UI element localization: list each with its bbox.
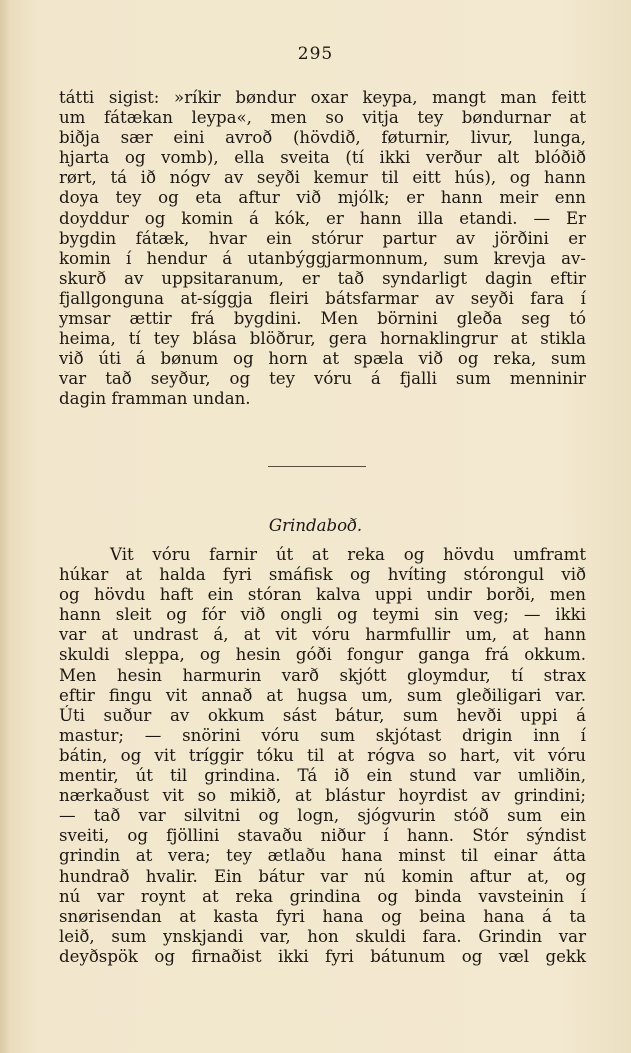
text-line: leið, sum ynskjandi var, hon skuldi fara. Grindin var xyxy=(59,926,586,946)
text-line: var tað seyður, og tey vóru á fjalli sum menninir xyxy=(59,369,586,389)
text-line: eftir fingu vit annað at hugsa um, sum gleðiligari var. xyxy=(59,685,586,705)
text-line: skurð av uppsitaranum, er tað syndarligt dagin eftir xyxy=(59,268,586,288)
paragraph-2 xyxy=(59,545,586,967)
text-line: mentir, út til grindina. Tá ið ein stund var umliðin, xyxy=(59,766,586,786)
text-line: tátti sigist: »ríkir bøndur oxar keypa, mangt man feitt xyxy=(59,88,586,107)
text-line: var at undrast á, at vit vóru harmfullir um, at hann xyxy=(59,625,586,645)
section-title: Grindaboð. xyxy=(268,516,363,535)
text-line: heima, tí tey blása blöðrur, gera hornaklingrur at stikla xyxy=(59,329,586,349)
text-line: bátin, og vit tríggir tóku til at rógva so hart, vit vóru xyxy=(59,745,586,765)
text-line: um fátækan leypa«, men so vitja tey bøndurnar at xyxy=(59,108,586,128)
text-line: hann sleit og fór við ongli og teymi sin veg; — ikki xyxy=(59,605,586,625)
text-line: ymsar ættir frá bygdini. Men börnini gleða seg tó xyxy=(59,309,586,329)
text-line: doya tey og eta aftur við mjólk; er hann meir enn xyxy=(59,188,586,208)
text-line: og hövdu haft ein stóran kalva uppi undir borði, men xyxy=(59,585,586,605)
text-line: nærkaðust vit so mikið, at blástur hoyrdist av grindini; xyxy=(59,786,586,806)
text-line: mastur; — snörini vóru sum skjótast drigin inn í xyxy=(59,725,586,745)
text-line: doyddur og komin á kók, er hann illa etandi. — Er xyxy=(59,208,586,228)
text-line: sveiti, og fjöllini stavaðu niður í hann. Stór sýndist xyxy=(59,826,586,846)
text-line: biðja sær eini avroð (hövdið, føturnir, livur, lunga, xyxy=(59,128,586,148)
text-line: fjallgonguna at-síggja fleiri bátsfarmar av seyði fara í xyxy=(59,288,586,308)
text-line: nú var roynt at reka grindina og binda vavsteinin í xyxy=(59,886,586,906)
text-line: hjarta og vomb), ella sveita (tí ikki verður alt blóðið xyxy=(59,148,586,168)
text-line: Vit vóru farnir út at reka og hövdu umframt xyxy=(110,545,586,564)
text-line: komin í hendur á utanbýggjarmonnum, sum krevja av- xyxy=(59,248,586,268)
text-line: bygdin fátæk, hvar ein stórur partur av jörðini er xyxy=(59,228,586,248)
text-line: deyðspök og firnaðist ikki fyri bátunum og væl gekk xyxy=(59,946,586,966)
text-line: hundrað hvalir. Ein bátur var nú komin aftur at, og xyxy=(59,866,586,886)
text-line: við úti á bønum og horn at spæla við og reka, sum xyxy=(59,349,586,369)
text-line: skuldi sleppa, og hesin góði fongur ganga frá okkum. xyxy=(59,645,586,665)
text-line: Úti suður av okkum sást bátur, sum hevði uppi á xyxy=(59,705,586,725)
text-line: — tað var silvitni og logn, sjógvurin stóð sum ein xyxy=(59,806,586,826)
page-number: 295 xyxy=(297,44,334,64)
text-line: snørisendan at kasta fyri hana og beina hana á ta xyxy=(59,906,586,926)
paragraph-1 xyxy=(59,88,586,410)
text-line: Men hesin harmurin varð skjótt gloymdur, tí strax xyxy=(59,665,586,685)
text-line: dagin framman undan. xyxy=(59,389,251,409)
text-line: húkar at halda fyri smáfisk og hvíting stórongul við xyxy=(59,565,586,585)
text-line: grindin at vera; tey ætlaðu hana minst til einar átta xyxy=(59,846,586,866)
section-divider xyxy=(268,466,366,467)
text-line: rørt, tá ið nógv av seyði kemur til eitt hús), og hann xyxy=(59,168,586,188)
